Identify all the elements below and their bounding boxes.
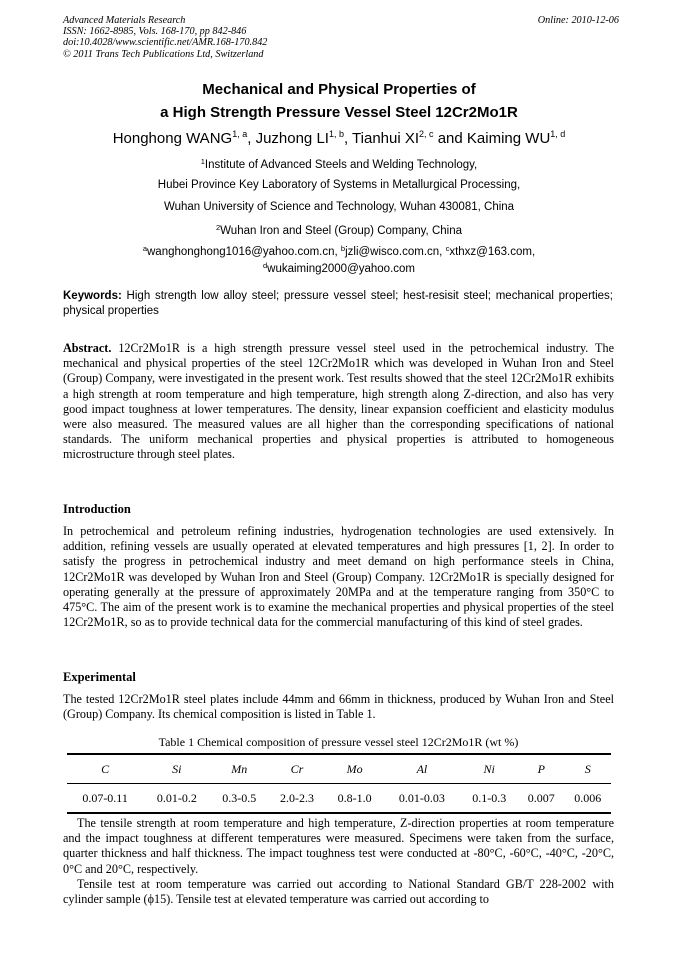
email-c: xthxz@163.com, (449, 246, 536, 258)
abstract-text: 12Cr2Mo1R is a high strength pressure vessel steel used in the petrochemical industry. The mechanical and physical properties of the steel 12Cr2Mo1R which was developed in Wuhan Iron and Steel (Group) Company, were investigated in the present work. Test results showed that the steel 12Cr2Mo1R exhibits a high strength at room temperature and high temperature, high strength along Z-direction, and also has very good impact toughness at lower temperatures. The density, linear expansion coefficient and elasticity modulus were also measured. The measured values are all higher than the corresponding specifications of national standards. The uniform mechanical properties and physical properties is attributed to homogeneous microstructure through steel plates. (63, 341, 614, 462)
table-cell: 0.8-1.0 (326, 784, 384, 814)
author-affiliation-sup: 2, c (419, 129, 434, 139)
email-sup: c (445, 244, 450, 253)
email-sup: b (340, 244, 346, 253)
journal-issn: ISSN: 1662-8985, Vols. 168-170, pp 842-846 (63, 26, 247, 38)
table-cell: 2.0-2.3 (268, 784, 326, 814)
table-caption: Table 1 Chemical composition of pressure vessel steel 12Cr2Mo1R (wt %) (158, 735, 519, 749)
affiliation-1-line2: Hubei Province Key Laboratory of Systems in Metallurgical Processing, (157, 179, 521, 191)
table-header-cell: S (565, 754, 612, 784)
table-cell: 0.007 (518, 784, 564, 814)
table-cell: 0.1-0.3 (460, 784, 518, 814)
section-heading-introduction: Introduction (63, 502, 131, 516)
introduction-text: In petrochemical and petroleum refining industries, hydrogenation technologies are used extensively. In addition, refining vessels are usually operated at elevated temperatures and high pressures [1, 2]. In order to satisfy the progress in petrochemical industry and meet demand on high performance steels in China, 12Cr2Mo1R was developed by Wuhan Iron and Steel (Group) Company. 12Cr2Mo1R is specially designed for operating generally at the pressure of approximately 20MPa and at the temperature ranging from 350°C to 475°C. The aim of the present work is to examine the mechanical properties and physical properties of the steel 12Cr2Mo1R, so as to provide technical data for the commercial manufacturing of this kind of steel grades. (63, 524, 614, 630)
paper-title-line1: Mechanical and Physical Properties of (202, 81, 476, 98)
author-conjunction: and (433, 130, 467, 147)
chemical-composition-table (67, 753, 611, 814)
table-header-cell: Si (143, 754, 210, 784)
table-header-cell: Al (383, 754, 460, 784)
keywords-text: High strength low alloy steel; pressure vessel steel; hest-resisit steel; mechanical properties; physical properties (63, 290, 613, 317)
author-list (20, 129, 658, 147)
author-separator: , (343, 130, 353, 147)
author-affiliation-sup: 1, a (232, 129, 248, 139)
affiliation-text: Wuhan Iron and Steel (Group) Company, China (220, 225, 462, 237)
table-row (67, 784, 611, 814)
author-separator: , (247, 130, 256, 147)
table-header-cell: P (518, 754, 564, 784)
journal-doi: doi:10.4028/www.scientific.net/AMR.168-170.842 (63, 37, 268, 49)
experimental-continued (63, 816, 614, 907)
online-date: Online: 2010-12-06 (537, 15, 619, 26)
email-b: jzli@wisco.com.cn, (345, 246, 446, 258)
table-header-cell: Cr (268, 754, 326, 784)
paper-title-line2: a High Strength Pressure Vessel Steel 12Cr2Mo1R (160, 104, 518, 121)
author-affiliation-sup: 1, b (328, 129, 344, 139)
journal-header (63, 15, 619, 60)
table-cell: 0.07-0.11 (67, 784, 143, 814)
author-affiliation-sup: 1, d (550, 129, 566, 139)
affiliation-2 (30, 221, 648, 238)
introduction-paragraph (63, 524, 614, 630)
affiliation-sup: 2 (215, 223, 221, 232)
table-cell: 0.3-0.5 (210, 784, 268, 814)
email-a: wanghonghong1016@yahoo.com.cn, (147, 246, 341, 258)
email-sup: d (262, 261, 268, 270)
experimental-paragraph-3: Tensile test at room temperature was carried out according to National Standard GB/T 228-2002 with cylinder sample (ϕ15). Tensile test at elevated temperature was carried out according to (63, 876, 614, 907)
experimental-paragraph (63, 692, 614, 722)
journal-name: Advanced Materials Research (63, 15, 186, 26)
abstract (63, 341, 614, 463)
abstract-label: Abstract. (63, 341, 112, 355)
email-d: wukaiming2000@yahoo.com (267, 263, 415, 275)
affiliation-sup: 1 (200, 157, 205, 166)
table-header-cell: Mo (326, 754, 384, 784)
affiliation-1-line3: Wuhan University of Science and Technology, Wuhan 430081, China (163, 201, 515, 213)
table-header-cell: C (67, 754, 143, 784)
author-emails (30, 242, 648, 276)
affiliation-text: Institute of Advanced Steels and Welding Technology, (204, 159, 478, 171)
section-heading-experimental: Experimental (63, 670, 136, 684)
journal-copyright: © 2011 Trans Tech Publications Ltd, Switzerland (63, 48, 264, 60)
table-header-cell: Ni (460, 754, 518, 784)
experimental-paragraph-2: The tensile strength at room temperature and high temperature, Z-direction properties at room temperature and the impact toughness at different temperatures were measured. Specimens were taken from the surface, quarter thickness and half thickness. The impact toughness test were conducted at -80°C, -60°C, -40°C, -20°C, 0°C and 20°C, respectively. (63, 816, 614, 876)
author-name: Kaiming WU (466, 130, 551, 147)
author-name: Tianhui XI (352, 130, 420, 147)
table-cell: 0.006 (565, 784, 612, 814)
keywords (63, 289, 613, 319)
experimental-text: The tested 12Cr2Mo1R steel plates include 44mm and 66mm in thickness, produced by Wuhan Iron and Steel (Group) Company. Its chemical composition is listed in Table 1. (63, 692, 614, 722)
table-header-row (67, 754, 611, 784)
table-cell: 0.01-0.2 (143, 784, 210, 814)
email-sup: a (142, 244, 147, 253)
keywords-label: Keywords: (63, 290, 122, 302)
table-cell: 0.01-0.03 (383, 784, 460, 814)
table-header-cell: Mn (210, 754, 268, 784)
affiliation-1-line1 (30, 155, 648, 172)
author-name: Juzhong LI (255, 130, 329, 147)
author-name: Honghong WANG (112, 130, 233, 147)
